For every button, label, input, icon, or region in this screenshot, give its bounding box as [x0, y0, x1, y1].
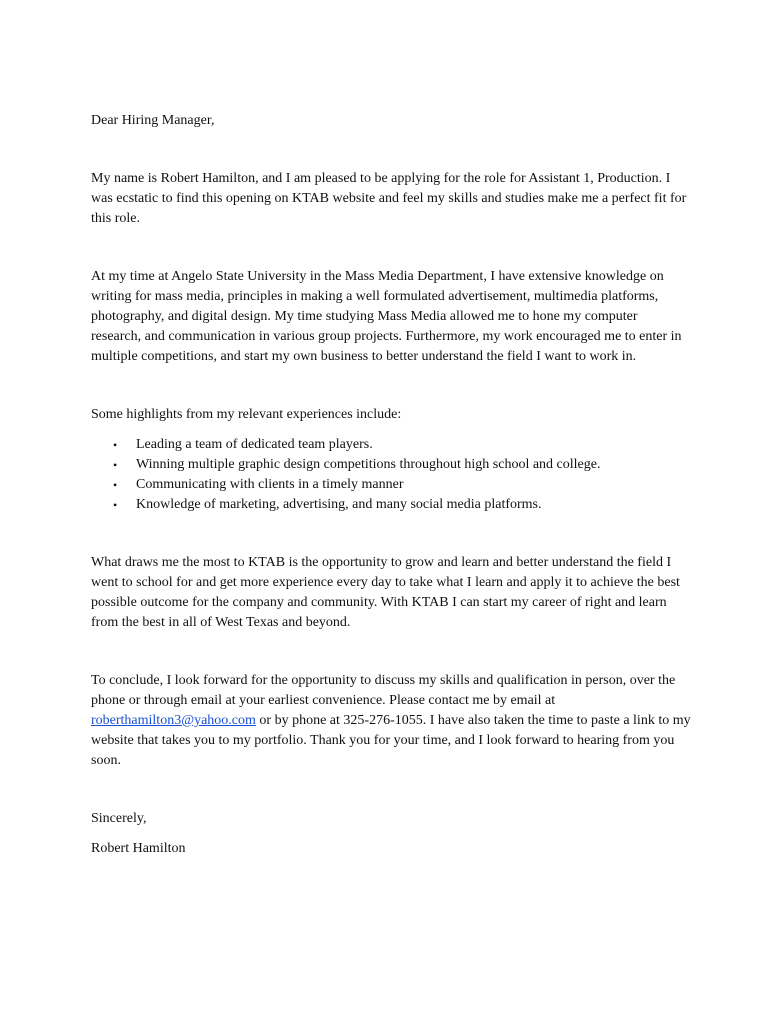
bullet-icon: •: [113, 438, 118, 452]
conclusion-text-after-email: or by phone at 325-276-1055. I have also taken the time to paste a link to my website that takes you to my portfolio. Thank you for your time, and I look forward to hearing from you soon.: [91, 713, 691, 768]
highlights-intro: Some highlights from my relevant experiences include:: [91, 407, 402, 422]
highlights-list: [91, 435, 691, 515]
highlight-text: Leading a team of dedicated team players.: [136, 437, 373, 452]
highlight-text: Winning multiple graphic design competitions throughout high school and college.: [136, 457, 601, 472]
highlight-text: Communicating with clients in a timely manner: [136, 477, 404, 492]
conclusion-text-before-email: To conclude, I look forward for the opportunity to discuss my skills and qualification in person, over the phone or through email at your earliest convenience. Please contact me by email at: [91, 673, 676, 708]
bullet-icon: •: [113, 458, 118, 472]
highlight-text: Knowledge of marketing, advertising, and many social media platforms.: [136, 497, 542, 512]
bullet-icon: •: [113, 478, 118, 492]
list-item: [91, 435, 691, 455]
motivation-paragraph: What draws me the most to KTAB is the opportunity to grow and learn and better understand the field I went to school for and get more experience every day to take what I learn and apply it to achieve the best possible outcome for the company and community. With KTAB I can start my career of right and learn from the best in all of West Texas and beyond.: [91, 555, 680, 630]
email-link[interactable]: roberthamilton3@yahoo.com: [91, 713, 256, 728]
list-item: [91, 495, 691, 515]
education-paragraph: At my time at Angelo State University in the Mass Media Department, I have extensive knowledge on writing for mass media, principles in making a well formulated advertisement, multimedia platforms, photography, and digital design. My time studying Mass Media allowed me to hone my computer research, and communication in various group projects. Furthermore, my work encouraged me to enter in multiple competitions, and start my own business to better understand the field I want to work in.: [91, 269, 682, 364]
intro-paragraph: My name is Robert Hamilton, and I am pleased to be applying for the role for Assistant 1, Production. I was ecstatic to find this opening on KTAB website and feel my skills and studies make me a perfect fit for this role.: [91, 171, 687, 226]
signature: Robert Hamilton: [91, 841, 186, 856]
list-item: [91, 455, 691, 475]
cover-letter: [91, 111, 691, 859]
list-item: [91, 475, 691, 495]
conclusion-paragraph: [91, 671, 691, 771]
bullet-icon: •: [113, 498, 118, 512]
closing: Sincerely,: [91, 811, 147, 826]
salutation: Dear Hiring Manager,: [91, 113, 215, 128]
